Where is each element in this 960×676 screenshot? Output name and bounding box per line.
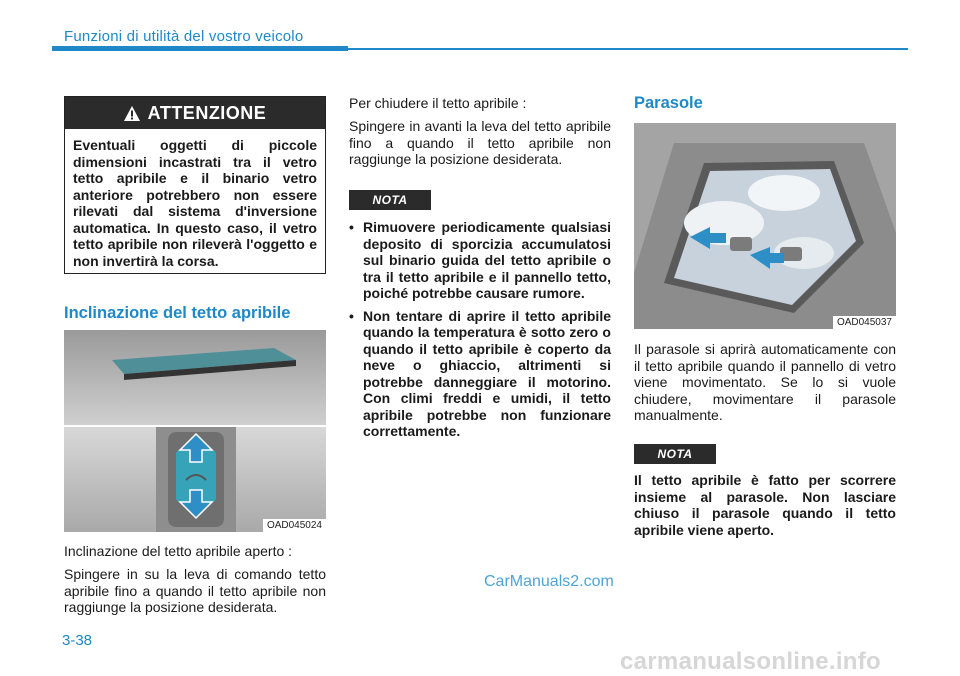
tilt-figure <box>64 330 326 532</box>
warning-header <box>65 97 325 129</box>
sunshade-illustration <box>634 123 896 329</box>
nota-badge: NOTA <box>634 444 716 464</box>
list-item: • Rimuovere periodicamente qualsiasi deposito di sporcizia accumulatosi sul binario guida del tetto apribile o tra il tetto apribile e il pannello tetto, poiché potrebbe causare rumore. <box>349 219 611 302</box>
close-caption: Per chiudere il tetto apribile : <box>349 95 527 111</box>
roof-tilt-illustration <box>64 330 326 532</box>
section-title: Funzioni di utilità del vostro veicolo <box>64 28 304 45</box>
tilt-text: Spingere in su la leva di comando tetto apribile fino a quando il tetto apribile non raggiunge la posizione desiderata. <box>64 566 326 615</box>
warning-text: Eventuali oggetti di piccole dimensioni incastrati tra il vetro tetto apribile e il binario vetro anteriore potrebbero non essere rilevati dal sistema d'inversione automatica. In questo caso, il vetro tetto apribile non rileverà l'oggetto e non invertirà la corsa. <box>73 137 317 269</box>
tilt-heading: Inclinazione del tetto apribile <box>64 304 291 322</box>
warning-triangle-icon <box>124 106 140 121</box>
warning-box <box>64 96 326 274</box>
warning-title: ATTENZIONE <box>147 102 267 123</box>
tilt-caption: Inclinazione del tetto apribile aperto : <box>64 543 293 559</box>
figure-code: OAD045024 <box>263 519 326 532</box>
sunshade-figure <box>634 123 896 329</box>
footer-watermark: carmanualsonline.info <box>620 648 882 675</box>
figure-code: OAD045037 <box>833 316 896 329</box>
list-item: • Non tentare di aprire il tetto apribile quando la temperatura è sotto zero o quando il tetto apribile è coperto da neve o ghiaccio, altrimenti si potrebbe danneggiare il motorino. Con climi freddi e umidi, il tetto apribile potrebbe non funzionare correttamente. <box>349 308 611 440</box>
nota-text: Il tetto apribile è fatto per scorrere insieme al parasole. Non lasciare chiuso il parasole quando il tetto apribile viene aperto. <box>634 472 896 538</box>
sunshade-heading: Parasole <box>634 94 703 112</box>
header-rule-thin <box>348 48 908 50</box>
close-text: Spingere in avanti la leva del tetto apribile fino a quando il tetto apribile non raggiunge la posizione desiderata. <box>349 118 611 167</box>
page-number: 3-38 <box>62 632 93 649</box>
nota-badge: NOTA <box>349 190 431 210</box>
nota-bullet-list <box>349 219 611 446</box>
header-rule <box>52 46 348 51</box>
sunshade-text: Il parasole si aprirà automaticamente con il tetto apribile quando il pannello di vetro viene movimentato. Se lo si vuole chiudere, movimentare il parasole manualmente. <box>634 341 896 423</box>
watermark: CarManuals2.com <box>484 573 614 590</box>
